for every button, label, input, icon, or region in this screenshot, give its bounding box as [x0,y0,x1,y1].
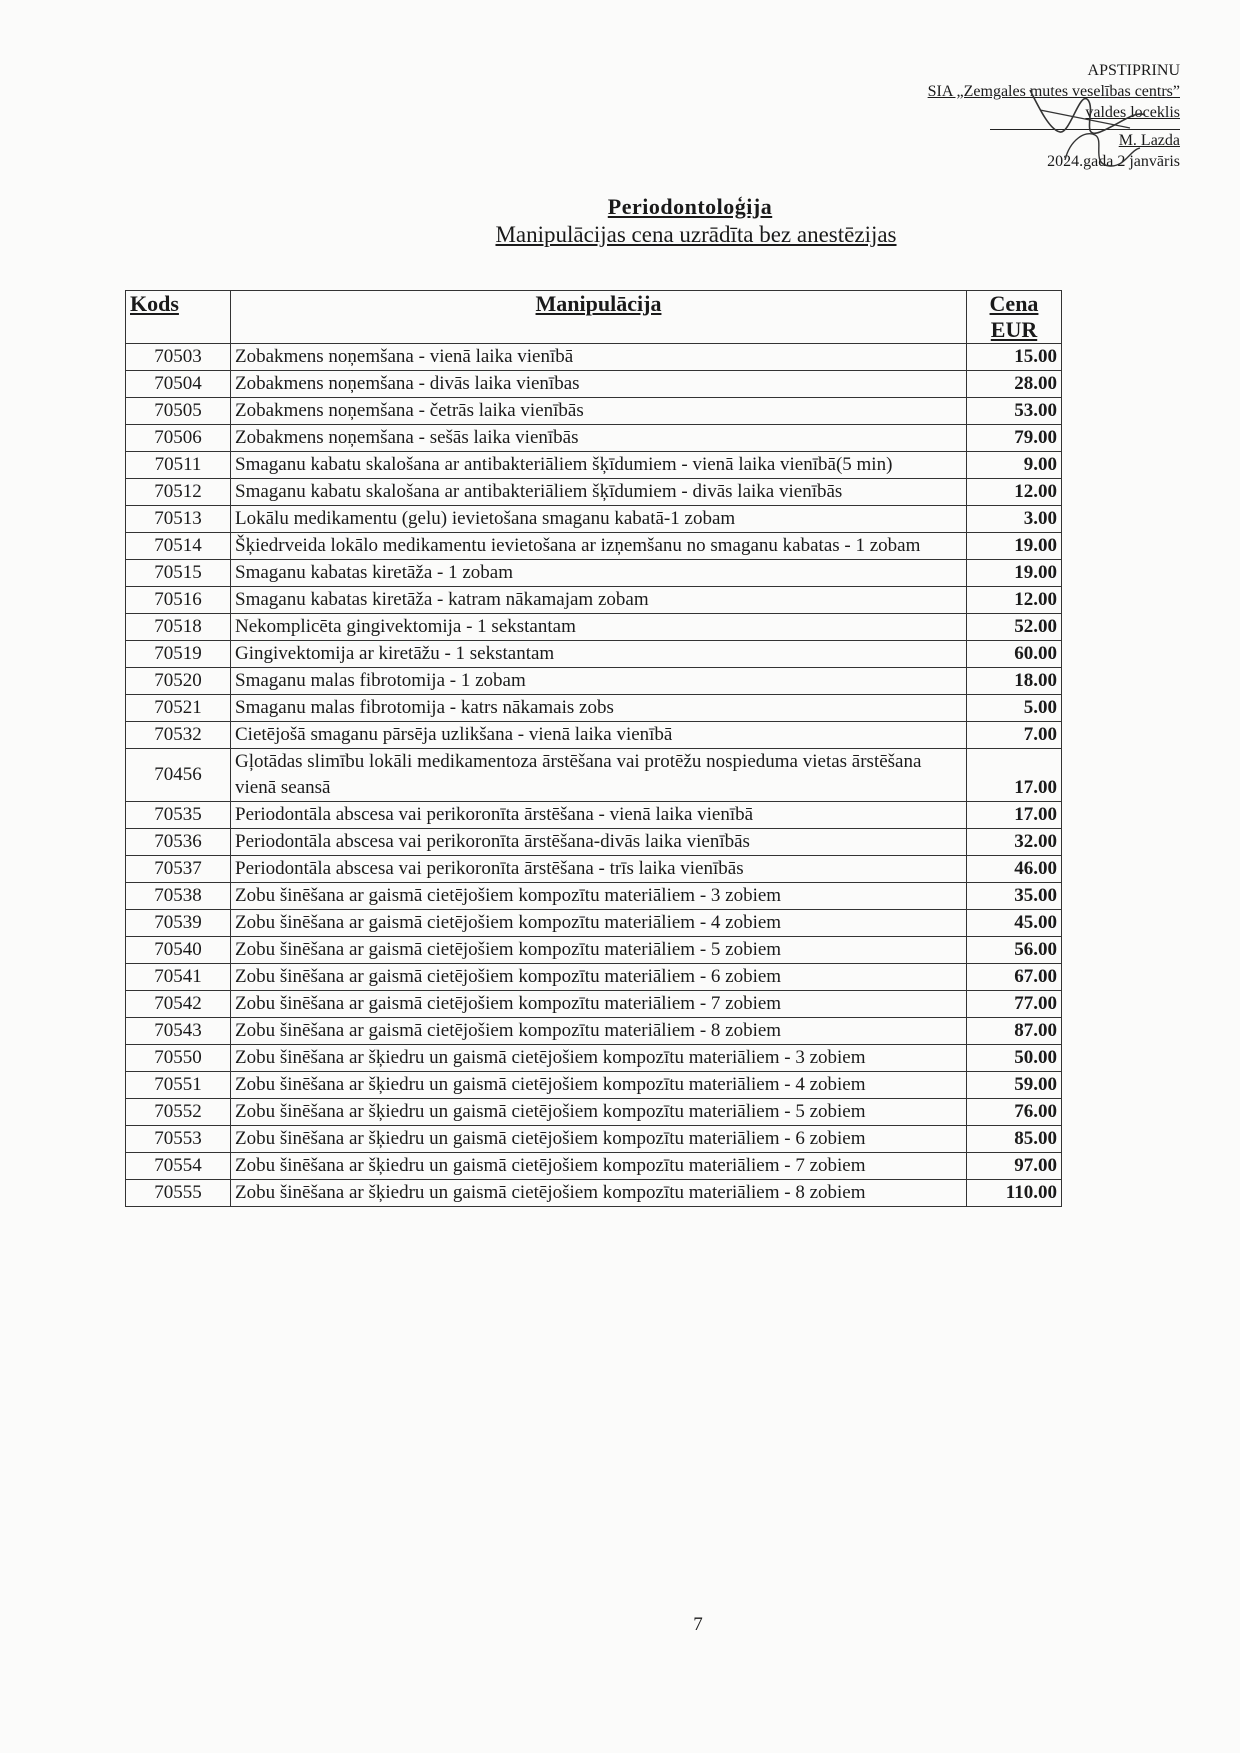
cell-name: Zobu šinēšana ar šķiedru un gaismā cietējošiem kompozītu materiāliem - 3 zobiem [231,1045,967,1072]
cell-name: Zobu šinēšana ar gaismā cietējošiem kompozītu materiāliem - 8 zobiem [231,1018,967,1045]
header-price: Cena EUR [967,291,1062,344]
table-row [126,991,1062,1018]
cell-code: 70532 [126,722,231,749]
cell-name: Smaganu malas fibrotomija - katrs nākamais zobs [231,695,967,722]
approval-company: SIA „Zemgales mutes veselības centrs” [927,83,1180,100]
table-row [126,614,1062,641]
cell-name: Zobu šinēšana ar gaismā cietējošiem kompozītu materiāliem - 3 zobiem [231,883,967,910]
cell-price: 12.00 [967,587,1062,614]
cell-price: 97.00 [967,1153,1062,1180]
cell-name: Zobu šinēšana ar šķiedru un gaismā cietējošiem kompozītu materiāliem - 6 zobiem [231,1126,967,1153]
cell-price: 59.00 [967,1072,1062,1099]
cell-code: 70519 [126,641,231,668]
cell-code: 70511 [126,452,231,479]
cell-code: 70538 [126,883,231,910]
cell-code: 70521 [126,695,231,722]
table-row [126,479,1062,506]
cell-price: 28.00 [967,371,1062,398]
table-row [126,1153,1062,1180]
approval-position: valdes loceklis [1085,104,1180,121]
cell-price: 5.00 [967,695,1062,722]
cell-name: Zobu šinēšana ar gaismā cietējošiem kompozītu materiāliem - 5 zobiem [231,937,967,964]
table-row [126,1072,1062,1099]
table-row [126,371,1062,398]
cell-price: 52.00 [967,614,1062,641]
page-title: Periodontoloģija [607,194,773,219]
cell-name: Periodontāla abscesa vai perikoronīta ārstēšana - trīs laika vienībās [231,856,967,883]
approval-title: APSTIPRINU [1087,62,1180,79]
cell-name: Cietējošā smaganu pārsēja uzlikšana - vienā laika vienībā [231,722,967,749]
header-name: Manipulācija [231,291,967,344]
cell-name: Smaganu kabatu skalošana ar antibakteriāliem šķīdumiem - divās laika vienībās [231,479,967,506]
cell-price: 53.00 [967,398,1062,425]
cell-price: 50.00 [967,1045,1062,1072]
table-row [126,668,1062,695]
cell-price: 9.00 [967,452,1062,479]
cell-price: 79.00 [967,425,1062,452]
cell-price: 15.00 [967,344,1062,371]
cell-code: 70456 [126,749,231,802]
cell-price: 17.00 [967,749,1062,802]
price-table [125,290,1062,1207]
cell-name: Zobu šinēšana ar šķiedru un gaismā cietējošiem kompozītu materiāliem - 5 zobiem [231,1099,967,1126]
cell-name: Zobu šinēšana ar gaismā cietējošiem kompozītu materiāliem - 6 zobiem [231,964,967,991]
cell-name: Zobakmens noņemšana - vienā laika vienībā [231,344,967,371]
table-row [126,937,1062,964]
cell-name: Smaganu kabatas kiretāža - 1 zobam [231,560,967,587]
cell-code: 70540 [126,937,231,964]
cell-code: 70555 [126,1180,231,1207]
cell-name: Zobu šinēšana ar šķiedru un gaismā cietējošiem kompozītu materiāliem - 4 zobiem [231,1072,967,1099]
table-row [126,910,1062,937]
cell-code: 70536 [126,829,231,856]
cell-name: Smaganu malas fibrotomija - 1 zobam [231,668,967,695]
cell-name: Zobakmens noņemšana - divās laika vienības [231,371,967,398]
cell-code: 70512 [126,479,231,506]
cell-code: 70503 [126,344,231,371]
cell-name: Lokālu medikamentu (gelu) ievietošana smaganu kabatā-1 zobam [231,506,967,533]
table-row [126,1126,1062,1153]
approval-date: 2024.gada 2 janvāris [1047,153,1180,170]
cell-price: 18.00 [967,668,1062,695]
table-row [126,533,1062,560]
table-row [126,641,1062,668]
cell-price: 19.00 [967,533,1062,560]
table-row [126,398,1062,425]
cell-name: Gļotādas slimību lokāli medikamentoza ārstēšana vai protēžu nospieduma vietas ārstēšana vienā seansā [231,749,967,802]
cell-name: Zobu šinēšana ar šķiedru un gaismā cietējošiem kompozītu materiāliem - 8 zobiem [231,1180,967,1207]
table-row [126,425,1062,452]
cell-code: 70515 [126,560,231,587]
cell-name: Zobu šinēšana ar gaismā cietējošiem kompozītu materiāliem - 4 zobiem [231,910,967,937]
cell-code: 70543 [126,1018,231,1045]
table-row [126,829,1062,856]
table-row [126,506,1062,533]
table-row [126,722,1062,749]
cell-price: 56.00 [967,937,1062,964]
cell-code: 70506 [126,425,231,452]
cell-price: 7.00 [967,722,1062,749]
cell-price: 32.00 [967,829,1062,856]
cell-code: 70520 [126,668,231,695]
approval-signer: M. Lazda [1118,132,1180,149]
table-row [126,749,1062,802]
cell-name: Gingivektomija ar kiretāžu - 1 sekstantam [231,641,967,668]
cell-price: 3.00 [967,506,1062,533]
cell-name: Nekomplicēta gingivektomija - 1 sekstantam [231,614,967,641]
cell-code: 70552 [126,1099,231,1126]
cell-name: Periodontāla abscesa vai perikoronīta ārstēšana - vienā laika vienībā [231,802,967,829]
header-code: Kods [126,291,231,344]
table-row [126,1045,1062,1072]
cell-code: 70537 [126,856,231,883]
handwritten-signature [1010,70,1150,180]
cell-price: 35.00 [967,883,1062,910]
cell-name: Zobu šinēšana ar šķiedru un gaismā cietējošiem kompozītu materiāliem - 7 zobiem [231,1153,967,1180]
cell-code: 70535 [126,802,231,829]
table-row [126,1099,1062,1126]
page-number: 7 [693,1614,703,1635]
cell-price: 87.00 [967,1018,1062,1045]
cell-code: 70539 [126,910,231,937]
cell-code: 70554 [126,1153,231,1180]
cell-price: 76.00 [967,1099,1062,1126]
cell-price: 12.00 [967,479,1062,506]
cell-price: 77.00 [967,991,1062,1018]
cell-code: 70514 [126,533,231,560]
cell-name: Zobakmens noņemšana - četrās laika vienībās [231,398,967,425]
cell-price: 45.00 [967,910,1062,937]
table-header-row [126,291,1062,344]
table-row [126,344,1062,371]
cell-code: 70516 [126,587,231,614]
cell-price: 19.00 [967,560,1062,587]
table-row [126,1180,1062,1207]
cell-price: 85.00 [967,1126,1062,1153]
table-row [126,587,1062,614]
cell-code: 70505 [126,398,231,425]
table-row [126,802,1062,829]
cell-code: 70542 [126,991,231,1018]
title-block [0,194,1240,248]
table-row [126,695,1062,722]
cell-name: Smaganu kabatas kiretāža - katram nākamajam zobam [231,587,967,614]
cell-price: 46.00 [967,856,1062,883]
cell-price: 60.00 [967,641,1062,668]
cell-code: 70518 [126,614,231,641]
cell-price: 17.00 [967,802,1062,829]
cell-price: 67.00 [967,964,1062,991]
table-row [126,964,1062,991]
cell-code: 70504 [126,371,231,398]
cell-name: Zobu šinēšana ar gaismā cietējošiem kompozītu materiāliem - 7 zobiem [231,991,967,1018]
cell-code: 70551 [126,1072,231,1099]
table-row [126,856,1062,883]
cell-code: 70541 [126,964,231,991]
cell-code: 70513 [126,506,231,533]
cell-code: 70553 [126,1126,231,1153]
table-row [126,560,1062,587]
table-row [126,883,1062,910]
cell-name: Periodontāla abscesa vai perikoronīta ārstēšana-divās laika vienībās [231,829,967,856]
table-row [126,1018,1062,1045]
cell-name: Šķiedrveida lokālo medikamentu ievietošana ar izņemšanu no smaganu kabatas - 1 zobam [231,533,967,560]
table-row [126,452,1062,479]
cell-name: Smaganu kabatu skalošana ar antibakteriāliem šķīdumiem - vienā laika vienībā(5 min) [231,452,967,479]
cell-name: Zobakmens noņemšana - sešās laika vienībās [231,425,967,452]
cell-code: 70550 [126,1045,231,1072]
cell-price: 110.00 [967,1180,1062,1207]
page-subtitle: Manipulācijas cena uzrādīta bez anestēzijas [495,222,897,247]
